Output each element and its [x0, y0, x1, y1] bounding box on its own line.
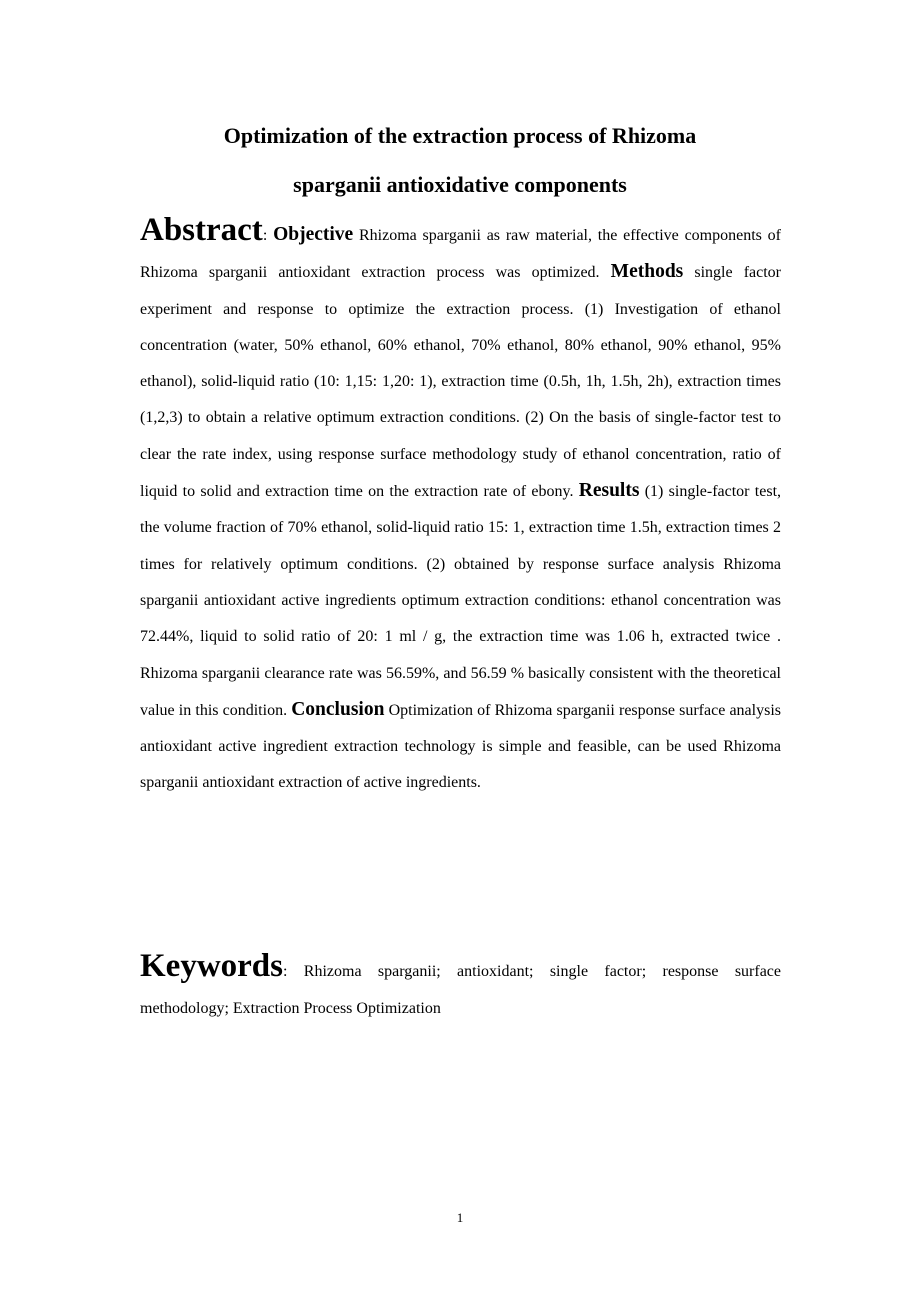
results-text: (1) single-factor test, the volume fraction of 70% ethanol, solid-liquid ratio 15: 1, extraction time 1.5h, extraction times 2 times for relatively optimum conditions. (2) obtained by response surface analysis Rhizoma sparganii antioxidant active ingredients optimum extraction conditions: ethanol concentration was 72.44%, liquid to solid ratio of 20: 1 ml / g, the extraction time was 1.06 h, extracted twice . Rhizoma sparganii clearance rate was 56.59%, and 56.59 % basically consistent with the theoretical value in this condition. — [140, 483, 782, 719]
objective-label: Objective — [273, 224, 354, 245]
keywords-section — [140, 950, 781, 1027]
keywords-text: Rhizoma sparganii; antioxidant; single factor; response surface methodology; Extraction Process Optimization — [140, 963, 781, 1017]
methods-label: Methods — [610, 261, 684, 283]
paper-title-line-1: Optimization of the extraction process of Rhizoma — [223, 123, 697, 148]
keywords-heading: Keywords — [140, 948, 283, 984]
page-number: 1 — [456, 1210, 464, 1225]
conclusion-label: Conclusion — [291, 698, 385, 720]
methods-text: single factor experiment and response to optimize the extraction process. (1) Investigation of ethanol concentration (water, 50% ethanol, 60% ethanol, 70% ethanol, 80% ethanol, 90% ethanol, 95% ethanol), solid-liquid ratio (10: 1,15: 1,20: 1), extraction time (0.5h, 1h, 1.5h, 2h), extraction times (1,2,3) to obtain a relative optimum extraction conditions. (2) On the basis of single-factor test to clear the rate index, using response surface methodology study of ethanol concentration, ratio of liquid to solid and extraction time on the extraction rate of ebony. — [140, 264, 782, 501]
keywords-colon: : — [283, 963, 288, 980]
paper-title-line-2: sparganii antioxidative components — [293, 172, 627, 197]
abstract-section — [140, 214, 781, 802]
abstract-colon: : — [262, 227, 268, 244]
objective-text: Rhizoma sparganii as raw material, the effective components of Rhizoma sparganii antioxidant extraction process was optimized. — [140, 227, 782, 282]
abstract-heading: Abstract — [140, 212, 263, 248]
results-label: Results — [578, 480, 640, 502]
conclusion-text: Optimization of Rhizoma sparganii response surface analysis antioxidant active ingredient extraction technology is simple and feasible, can be used Rhizoma sparganii antioxidant extraction of active ingredients. — [140, 701, 781, 792]
